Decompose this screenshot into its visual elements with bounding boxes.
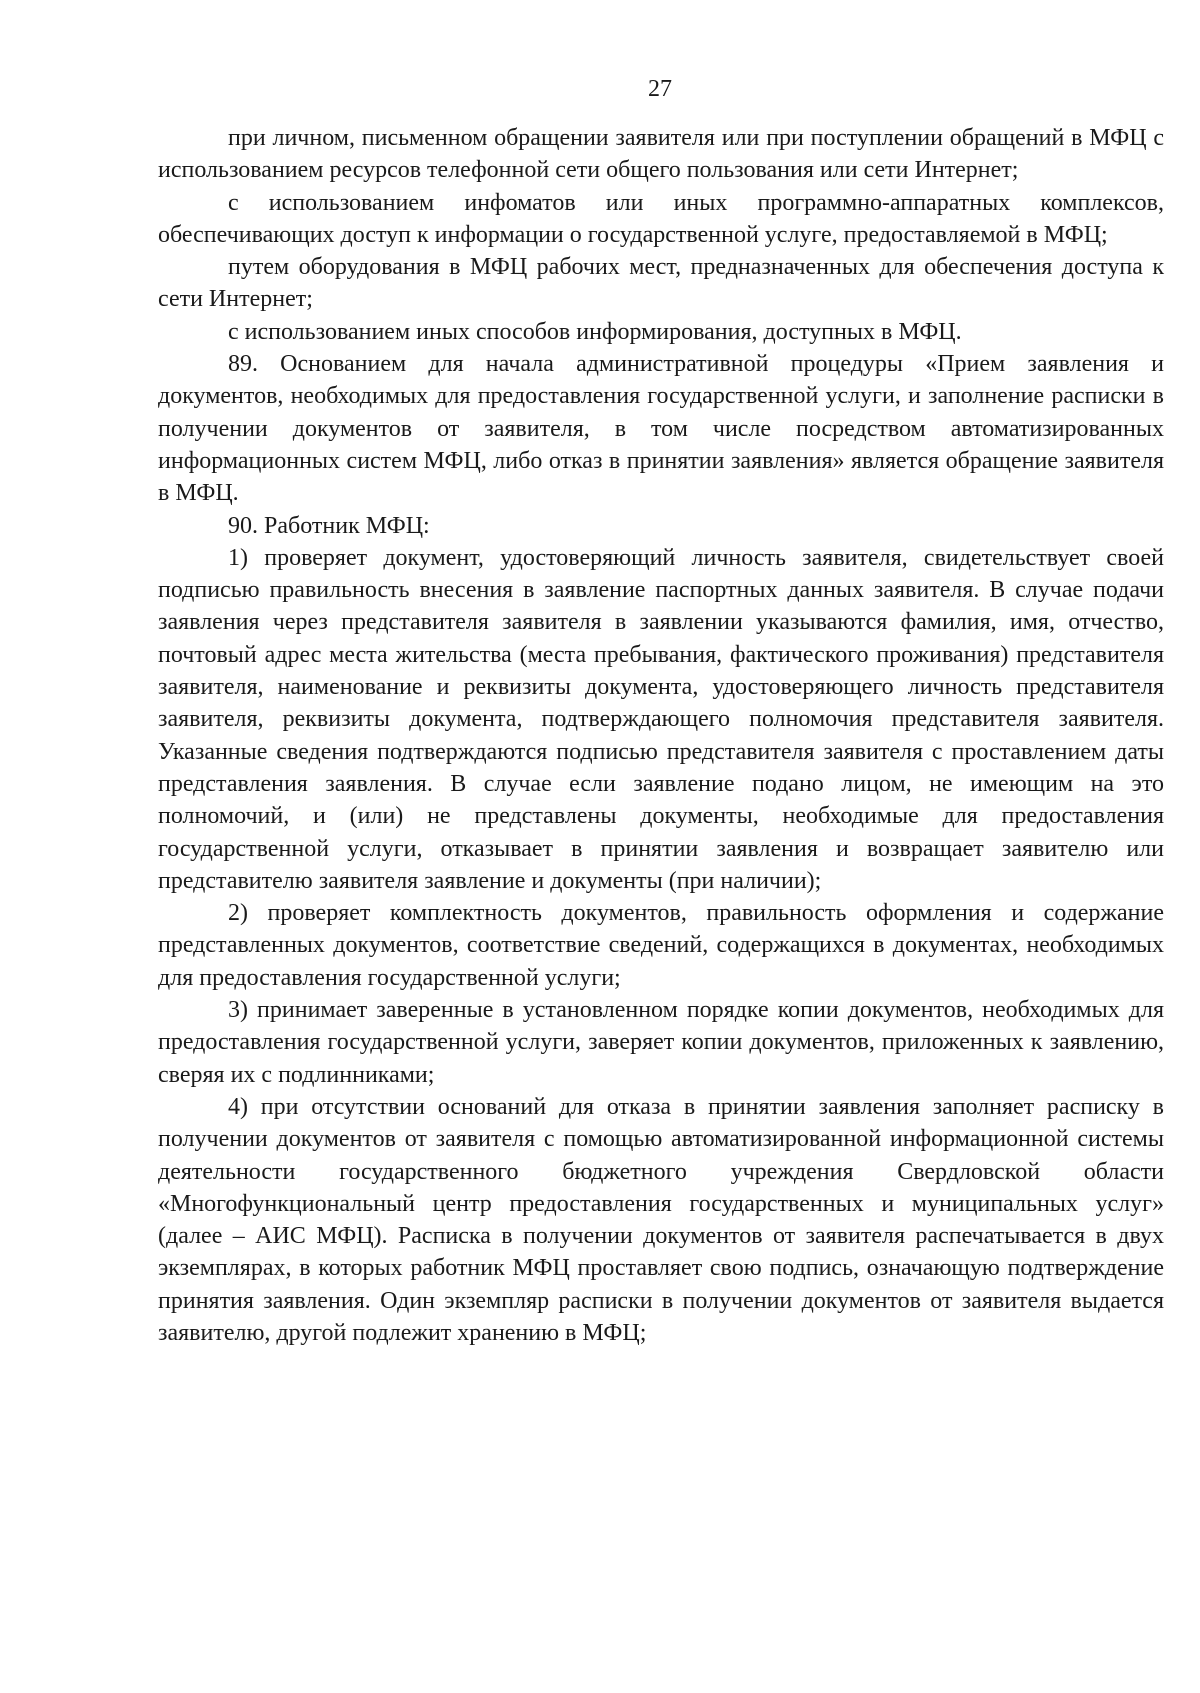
paragraph-10: 4) при отсутствии оснований для отказа в принятии заявления заполняет расписку в получении документов от заявителя с помощью автоматизированной информационной системы деятельности государственного бюджетного учреждения Свердловской области «Многофункциональный центр предоставления государственных и муниципальных услуг» (далее – АИС МФЦ). Расписка в получении документов от заявителя распечатывается в двух экземплярах, в которых работник МФЦ проставляет свою подпись, означающую подтверждение принятия заявления. Один экземпляр расписки в получении документов от заявителя выдается заявителю, другой подлежит хранению в МФЦ; [158, 1093, 1164, 1346]
paragraph-8: 2) проверяет комплектность документов, правильность оформления и содержание представленных документов, соответствие сведений, содержащихся в документах, необходимых для предоставления государственной услуги; [158, 900, 1164, 991]
body-text [158, 122, 1164, 1349]
paragraph-6: 90. Работник МФЦ: [228, 512, 430, 539]
paragraph-3: путем оборудования в МФЦ рабочих мест, предназначенных для обеспечения доступа к сети Интернет; [158, 254, 1164, 313]
paragraph-5: 89. Основанием для начала административной процедуры «Прием заявления и документов, необходимых для предоставления государственной услуги, и заполнение расписки в получении документов от заявителя, в том числе посредством автоматизированных информационных систем МФЦ, либо отказ в принятии заявления» является обращение заявителя в МФЦ. [158, 351, 1164, 507]
page-number: 27 [648, 76, 672, 102]
paragraph-9: 3) принимает заверенные в установленном порядке копии документов, необходимых для предоставления государственной услуги, заверяет копии документов, приложенных к заявлению, сверяя их с подлинниками; [158, 997, 1164, 1088]
paragraph-4: с использованием иных способов информирования, доступных в МФЦ. [228, 318, 962, 345]
paragraph-7: 1) проверяет документ, удостоверяющий личность заявителя, свидетельствует своей подписью правильность внесения в заявление паспортных данных заявителя. В случае подачи заявления через представителя заявителя в заявлении указываются фамилия, имя, отчество, почтовый адрес места жительства (места пребывания, фактического проживания) представителя заявителя, наименование и реквизиты документа, удостоверяющего личность представителя заявителя, реквизиты документа, подтверждающего полномочия представителя заявителя. Указанные сведения подтверждаются подписью представителя заявителя с проставлением даты представления заявления. В случае если заявление подано лицом, не имеющим на это полномочий, и (или) не представлены документы, необходимые для предоставления государственной услуги, отказывает в принятии заявления и возвращает заявителю или представителю заявителя заявление и документы (при наличии); [158, 544, 1164, 894]
paragraph-2: с использованием инфоматов или иных программно-аппаратных комплексов, обеспечивающих доступ к информации о государственной услуге, предоставляемой в МФЦ; [158, 189, 1164, 248]
paragraph-1: при личном, письменном обращении заявителя или при поступлении обращений в МФЦ с использованием ресурсов телефонной сети общего пользования или сети Интернет; [158, 125, 1164, 184]
